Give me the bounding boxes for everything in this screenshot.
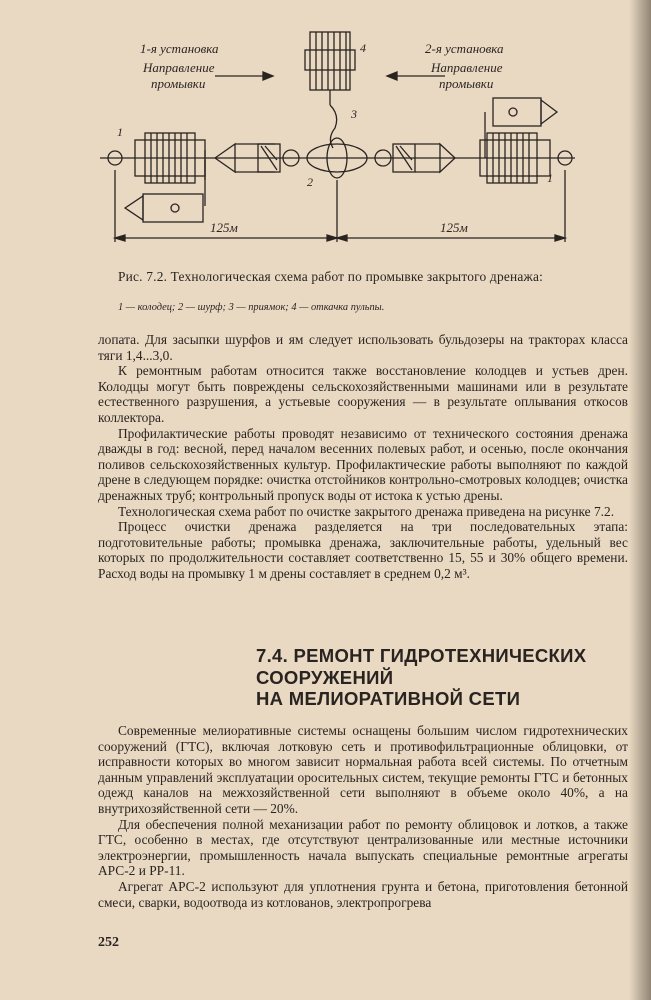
page-edge-shadow — [629, 0, 651, 1000]
flushing-scheme-figure — [95, 20, 600, 252]
paragraph: Процесс очистки дренажа разделяется на три последовательных этапа: подготовительные работы; промывка дренажа, заключительные работы, удельный вес которых по продолжительности составляет соответственно 15, 55 и 30% общего времени. Расход воды на промывку 1 м дрены составляет в среднем 0,2 м³. — [98, 519, 628, 581]
install1-direction-line2: промывки — [151, 76, 206, 91]
paragraph: Агрегат АРС-2 используют для уплотнения грунта и бетона, приготовления бетонной смеси, сварки, водоотвода из котлованов, электропрогрева — [98, 878, 628, 910]
marker-1-right: 1 — [547, 171, 553, 185]
body-text-lower — [98, 723, 628, 910]
marker-3: 3 — [351, 107, 357, 121]
left-installation — [125, 133, 299, 222]
marker-2: 2 — [307, 175, 313, 189]
paragraph: Современные мелиоративные системы оснащены большим числом гидротехнических сооружений (ГТС), включая лотковую сеть и противофильтрационные облицовки, от исправности которых во многом зависит нормальная работа всей системы. По отчетным данным управлений эксплуатации оросительных систем, текущие ремонты ГТС и бетонных одежд каналов на межхозяйственной сети выполняют в объеме около 40%, а на внутрихозяйственной сети — 20%. — [98, 723, 628, 816]
paragraph: К ремонтным работам относится также восстановление колодцев и устьев дрен. Колодцы могут быть повреждены сельскохозяйственными машинами или в результате естественного разрушения, а устьевые сооружения — в результате оплывания откосов коллектора. — [98, 363, 628, 425]
dimension-left: 125м — [210, 220, 238, 235]
install2-direction-line1: Направление — [431, 60, 503, 75]
marker-1-left: 1 — [117, 125, 123, 139]
heading-line: СООРУЖЕНИЙ — [256, 666, 394, 688]
right-installation — [375, 98, 557, 183]
install2-label: 2-я установка — [425, 41, 504, 56]
body-text-upper — [98, 332, 628, 582]
install1-label: 1-я установка — [140, 41, 219, 56]
marker-4: 4 — [360, 41, 366, 55]
figure-caption: Рис. 7.2. Технологическая схема работ по промывке закрытого дренажа: — [118, 269, 544, 284]
heading-line: 7.4. РЕМОНТ ГИДРОТЕХНИЧЕСКИХ — [256, 645, 587, 666]
paragraph: Для обеспечения полной механизации работ по ремонту облицовок и лотков, а также ГТС, особенно в местах, где отсутствуют централизованные или местные источники электроэнергии, промышленность начала выпускать специальные ремонтные агрегаты АРС-2 и РР-11. — [98, 816, 628, 879]
paragraph: Профилактические работы проводят независимо от технического состояния дренажа дважды в год: весной, перед началом весенних полевых работ, и осенью, после окончания поливов сельскохозяйственных культур. Профилактические работы выполняют по каждой дрене в следующем порядке: очистка отстойников контрольно-смотровых колодцев; очистка дренажных труб; контрольный пропуск воды от истока к устью дрены. — [98, 425, 628, 503]
paragraph: лопата. Для засыпки шурфов и ям следует использовать бульдозеры на тракторах класса тяги 1,4...3,0. — [98, 332, 628, 363]
install2-direction-line2: промывки — [439, 76, 494, 91]
heading-line: НА МЕЛИОРАТИВНОЙ СЕТИ — [256, 688, 521, 709]
paragraph: Технологическая схема работ по очистке закрытого дренажа приведена на рисунке 7.2. — [118, 503, 615, 519]
section-heading — [256, 645, 616, 710]
install1-direction-line1: Направление — [143, 60, 215, 75]
pulp-pump-unit — [305, 32, 355, 148]
figure-legend: 1 — колодец; 2 — шурф; 3 — приямок; 4 — откачка пульпы. — [118, 302, 385, 313]
dimension-right: 125м — [440, 220, 468, 235]
page-number: 252 — [98, 935, 119, 950]
